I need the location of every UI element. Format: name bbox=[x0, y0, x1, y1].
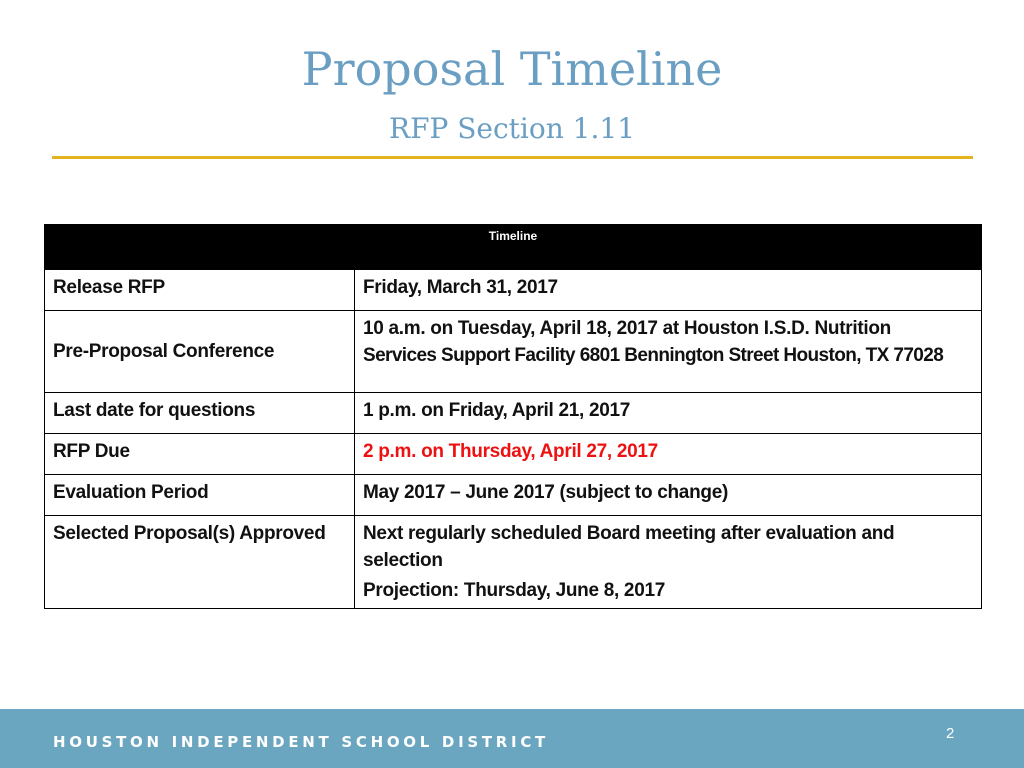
date-line: Friday, March 31, 2017 bbox=[363, 277, 558, 298]
date-line: Services Support Facility 6801 Bennington Street Houston, TX 77028 bbox=[363, 345, 944, 366]
table-header: Timeline bbox=[45, 225, 982, 270]
date-cell bbox=[355, 270, 982, 311]
title-divider bbox=[52, 156, 973, 159]
table-row bbox=[45, 516, 982, 609]
timeline-table bbox=[44, 224, 982, 609]
date-cell bbox=[355, 393, 982, 434]
date-line: May 2017 – June 2017 (subject to change) bbox=[363, 482, 728, 503]
footer-organization: HOUSTON INDEPENDENT SCHOOL DISTRICT bbox=[53, 733, 549, 751]
date-line: 1 p.m. on Friday, April 21, 2017 bbox=[363, 400, 631, 421]
date-line: Projection: Thursday, June 8, 2017 bbox=[363, 580, 665, 601]
slide-subtitle: RFP Section 1.11 bbox=[388, 112, 636, 145]
event-cell: RFP Due bbox=[45, 434, 355, 475]
table-row bbox=[45, 311, 982, 393]
page-number: 2 bbox=[946, 725, 955, 742]
date-line: selection bbox=[363, 550, 443, 571]
date-cell bbox=[355, 311, 982, 393]
date-cell bbox=[355, 516, 982, 609]
date-line: Next regularly scheduled Board meeting after evaluation and bbox=[363, 523, 895, 544]
event-cell: Last date for questions bbox=[45, 393, 355, 434]
slide-title: Proposal Timeline bbox=[301, 42, 723, 96]
event-cell: Pre-Proposal Conference bbox=[45, 311, 355, 393]
event-cell: Selected Proposal(s) Approved bbox=[45, 516, 355, 609]
rfp-due-date: 2 p.m. on Thursday, April 27, 2017 bbox=[363, 441, 658, 462]
event-cell: Evaluation Period bbox=[45, 475, 355, 516]
footer-bar bbox=[0, 709, 1024, 768]
table-row bbox=[45, 434, 982, 475]
event-cell: Release RFP bbox=[45, 270, 355, 311]
date-cell bbox=[355, 475, 982, 516]
table-row bbox=[45, 270, 982, 311]
date-cell bbox=[355, 434, 982, 475]
date-line: 10 a.m. on Tuesday, April 18, 2017 at Houston I.S.D. Nutrition bbox=[363, 318, 891, 339]
table-row bbox=[45, 475, 982, 516]
table-row bbox=[45, 393, 982, 434]
table-header-row bbox=[45, 225, 982, 270]
